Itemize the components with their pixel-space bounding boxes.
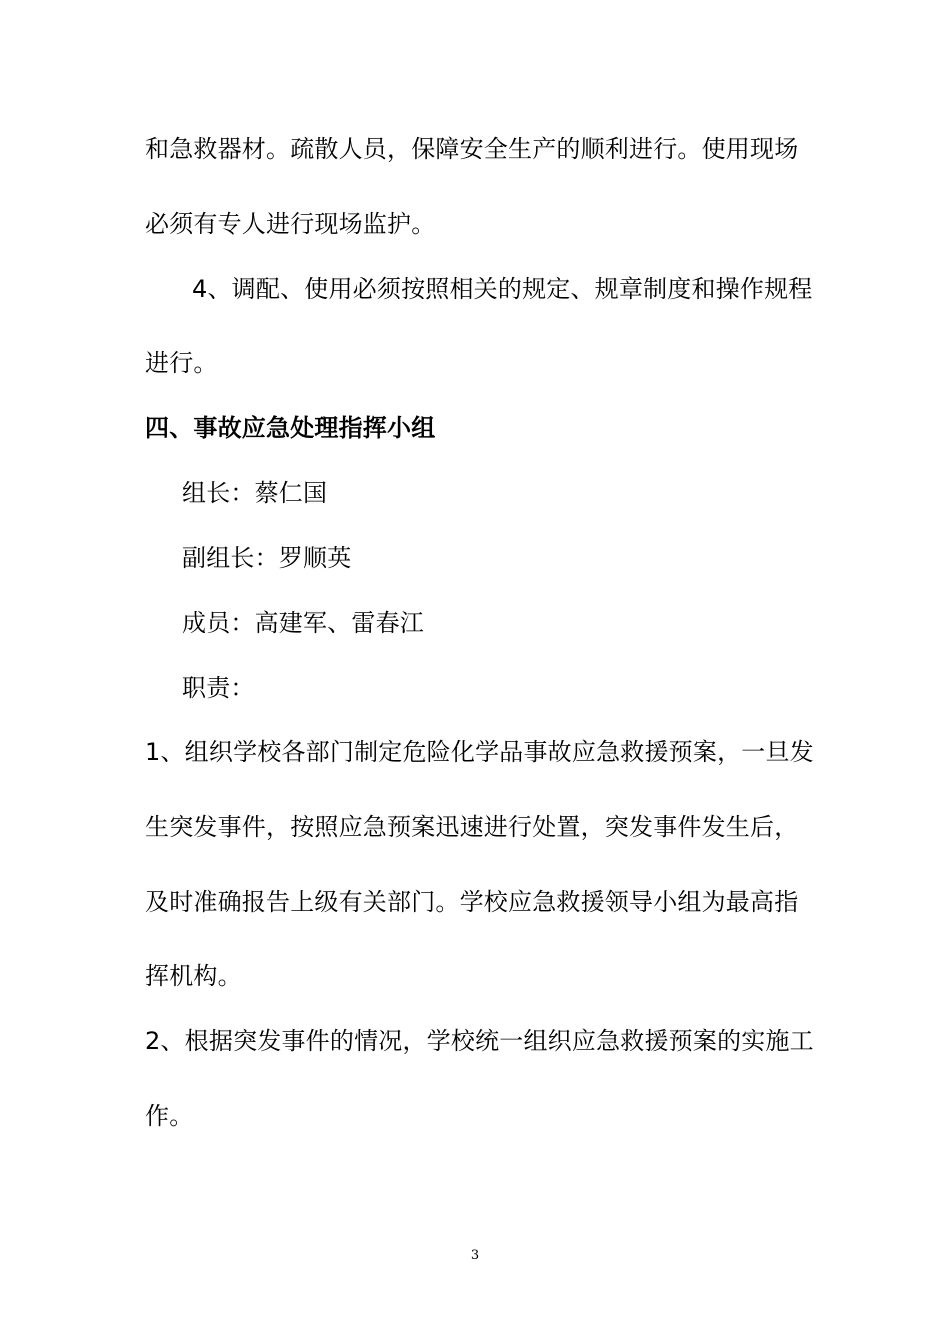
duty-line: 挥机构。 — [145, 962, 242, 990]
group-deputy-leader: 副组长：罗顺英 — [182, 544, 352, 572]
body-text-line: 必须有专人进行现场监护。 — [145, 210, 436, 238]
duty-line: 2、根据突发事件的情况，学校统一组织应急救援预案的实施工 — [145, 1027, 814, 1055]
group-leader: 组长：蔡仁国 — [182, 479, 328, 507]
group-members: 成员：高建军、雷春江 — [182, 609, 424, 637]
duty-line: 生突发事件，按照应急预案迅速进行处置，突发事件发生后， — [145, 813, 799, 841]
page-number: 3 — [470, 1248, 480, 1263]
numbered-paragraph-4: 4、调配、使用必须按照相关的规定、规章制度和操作规程 — [192, 275, 813, 303]
section-heading: 四、事故应急处理指挥小组 — [145, 414, 436, 442]
duties-label: 职责： — [182, 674, 255, 702]
body-text-line: 和急救器材。疏散人员，保障安全生产的顺利进行。使用现场 — [145, 135, 799, 163]
duty-line: 1、组织学校各部门制定危险化学品事故应急救援预案，一旦发 — [145, 738, 814, 766]
duty-line: 作。 — [145, 1102, 194, 1130]
body-text-line: 进行。 — [145, 349, 218, 377]
duty-line: 及时准确报告上级有关部门。学校应急救援领导小组为最高指 — [145, 888, 799, 916]
